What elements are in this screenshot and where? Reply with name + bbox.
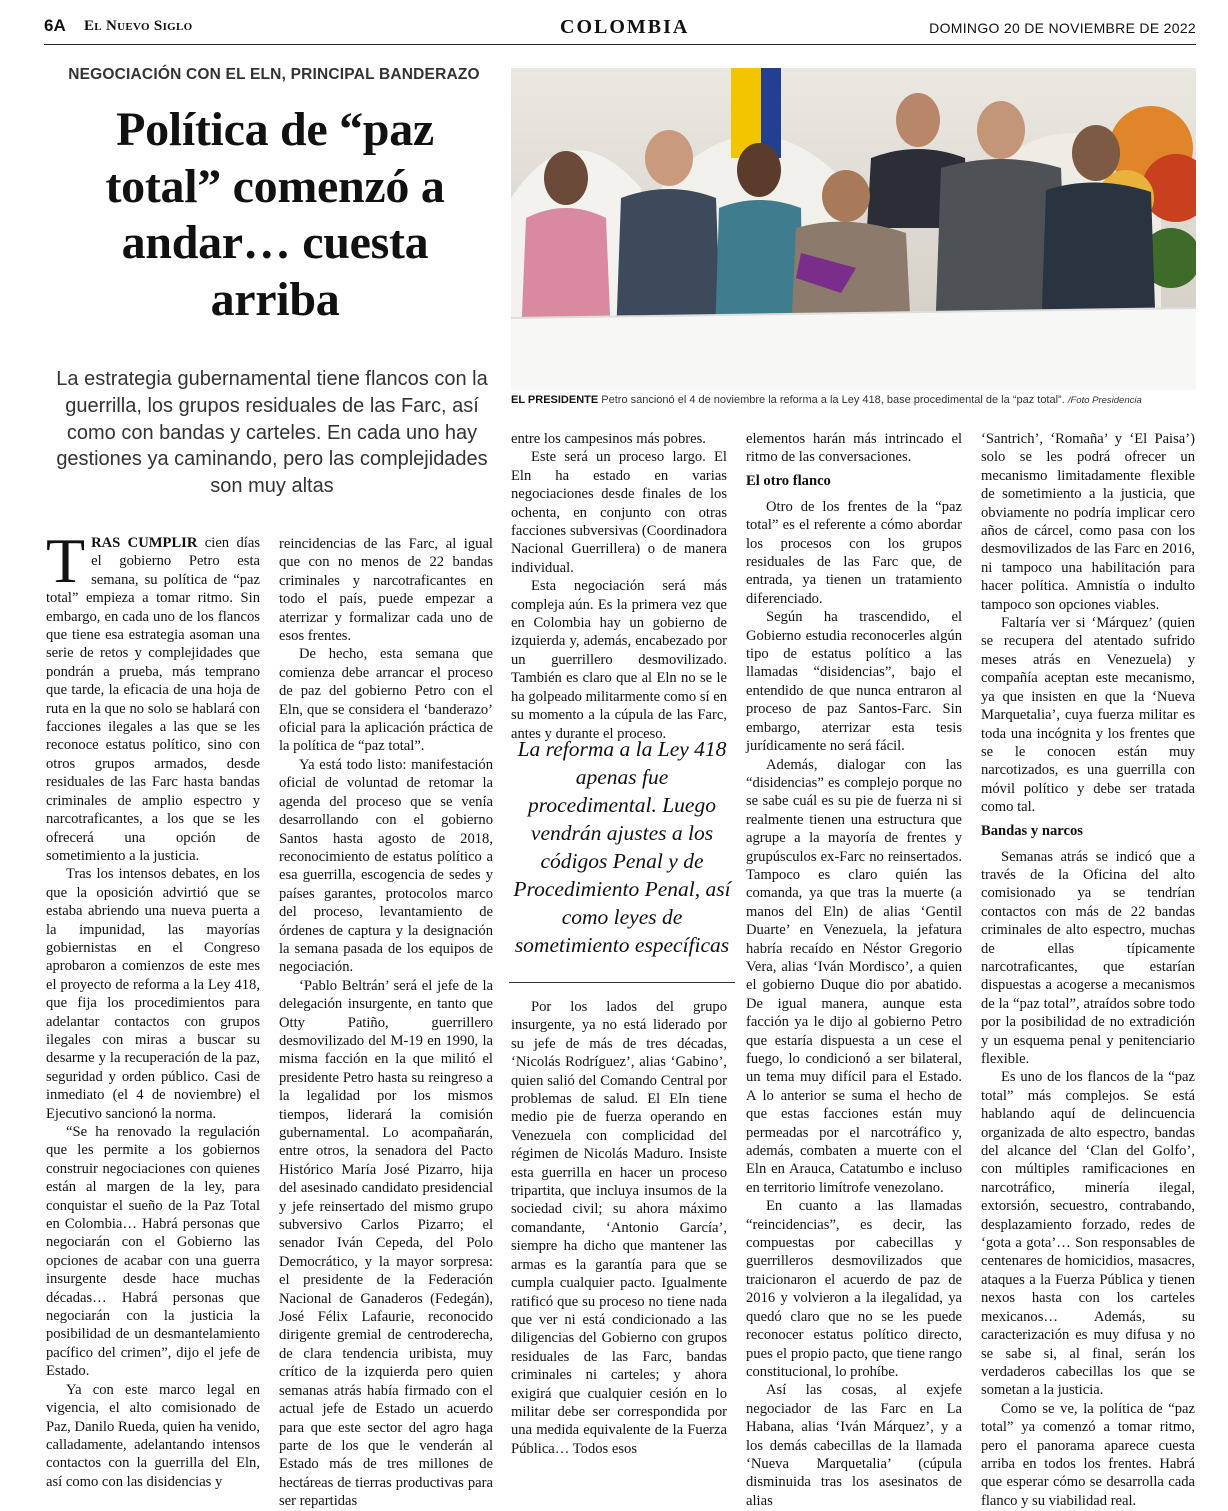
page-header	[0, 0, 1228, 44]
paragraph: Semanas atrás se indicó que a través de la Oficina del alto comisionado ya se tendrían contactos con más de 22 bandas criminales de alto espectro, muchas de ellas típicamente narcotraficantes, que estarían dispuestas a acogerse a mecanismos de la “paz total”, atraídos sobre todo por la posibilidad de no extradición y un esquema penal y penitenciario flexible.	[981, 848, 1195, 1067]
paragraph: “Se ha renovado la regulación que les permite a los gobiernos construir negociaciones con quienes están al margen de la ley, para conquistar el sueño de la Paz Total en Colombia… Habrá personas que negociarán con el Gobierno las opciones de acabar con una guerra insurgente desde hace muchas décadas… Habrá personas que negociarán con la justicia la posibilidad de un desmantelamiento pacífico del crimen”, dijo el jefe de Estado.	[46, 1124, 260, 1380]
paragraph: Este será un proceso largo. El Eln ha estado en varias negociaciones desde finales de los ochenta, en conjunto con otras facciones subversivas (Coordinadora Nacional Guerrillera) o de manera individual.	[511, 449, 727, 576]
paragraph: ‘Santrich’, ‘Romaña’ y ‘El Paisa’) solo se les podrá ofrecer un mecanismo limitadamente flexible de sometimiento a la justicia, que obviamente no podría implicar cero años de cárcel, como pasa con los desmovilizados de las Farc en 2016, ni tampoco una habilitación para hacer política. Amnistía o indulto tampoco son opciones viables.	[981, 431, 1195, 613]
kicker: NEGOCIACIÓN CON EL ELN, PRINCIPAL BANDERAZO	[68, 66, 480, 83]
paragraph: Por los lados del grupo insurgente, ya no está liderado por su jefe de más de tres décadas, ‘Nicolás Rodríguez’, alias ‘Gabino’, quien salió del Comando Central por problemas de salud. El Eln tiene medio pie de fuerza operando en Venezuela con complicidad del régimen de Nicolás Maduro. Insiste esta guerrilla en hacer un proceso tripartita, que incluya insumos de la sociedad civil; su ahora máximo comandante, ‘Antonio García’, siempre ha dicho que mantener las armas es la garantía para que se cumpla cualquier pacto. Igualmente ratificó que su proceso no tiene nada que ver ni está condicionado a las diligencias del Gobierno con grupos residuales de las Farc, bandas criminales ni carteles; y ahora exigirá que cualquier cesión en lo militar debe ser correspondida por una medida equivalente de la Fuerza Pública… Todos esos	[511, 999, 727, 1457]
paragraph: En cuanto a las llamadas “reincidencias”, es decir, las compuestas por cabecillas y guerrilleros desmovilizados que traicionaron el acuerdo de paz de 2016 y volvieron a la ilegalidad, ya quedó claro que no se les puede reconocer estatus político directo, pues el propio pacto, que tiene rango constitucional, lo prohíbe.	[746, 1198, 962, 1380]
paragraph	[46, 525, 260, 865]
header-rule	[44, 44, 1196, 45]
subhead: Bandas y narcos	[981, 822, 1083, 839]
caption-text: Petro sancionó el 4 de noviembre la reforma a la Ley 418, base procedimental de la “paz total”.	[601, 394, 1065, 406]
paragraph: Faltaría ver si ‘Márquez’ (quien se recupera del atentado sufrido meses atrás en Venezuela) y compañía aceptan este mecanismo, ya que insisten en que la ‘Nueva Marquetalia’, cuya fuerza militar es toda una incógnita y los frentes que se le conocen están muy narcotizados, es una guerrilla con móvil político y debe ser tratada como tal.	[981, 615, 1195, 816]
pull-quote: La reforma a la Ley 418 apenas fue procedimental. Luego vendrán ajustes a los códigos Penal y de Procedimiento Penal, así como leyes de sometimiento específicas	[513, 737, 731, 957]
section-title: COLOMBIA	[560, 16, 690, 38]
headline: Política de “paz total” comenzó a andar… cuesta arriba	[105, 103, 445, 326]
lead-in: RAS CUMPLIR	[91, 535, 198, 551]
subhead: El otro flanco	[746, 472, 831, 489]
article-photo	[511, 68, 1196, 390]
paragraph: De hecho, esta semana que comienza debe arrancar el proceso de paz del gobierno Petro con el Eln, que se considera el ‘banderazo’ oficial para la aplicación práctica de la política de “paz total”.	[279, 646, 493, 755]
paragraph: reincidencias de las Farc, al igual que con no menos de 22 bandas criminales y narcotraficantes en todo el país, puede empezar a aterrizar y formalizar cada uno de esos frentes.	[279, 536, 493, 645]
caption-lead: EL PRESIDENTE	[511, 394, 599, 406]
paragraph: elementos harán más intrincado el ritmo de las conversaciones.	[746, 431, 962, 466]
paragraph: Otro de los frentes de la “paz total” es el referente a cómo abordar los procesos con los grupos residuales de las Farc que, de entrada, ya tienen un tratamiento diferenciado.	[746, 498, 962, 607]
paragraph: ‘Pablo Beltrán’ será el jefe de la delegación insurgente, en tanto que Otty Patiño, guerrillero desmovilizado del M-19 en 1990, la misma facción en la que militó el presidente Petro hasta su reingreso a la legalidad por los mismos tiempos, liderará la comisión gubernamental. Lo acompañarán, entre otros, la senadora del Pacto Histórico María José Pizarro, hija del asesinado candidato presidencial y jefe reinsertado del mismo grupo subversivo Carlos Pizarro; el senador Iván Cepeda, del Polo Democrático, y la mayor sorpresa: el presidente de la Federación Nacional de Ganaderos (Fedegán), José Félix Lafaurie, reconocido dirigente gremial de centroderecha, de clara tendencia uribista, muy crítico de la izquierda pero quien semanas atrás había firmado con el actual jefe de Estado un acuerdo para que este sector del agro haga parte de los que le venderán al Estado más de tres millones de hectáreas de tierras productivas para ser repartidas	[279, 977, 493, 1510]
paragraph: Ya con este marco legal en vigencia, el alto comisionado de Paz, Danilo Rueda, quien ha venido, calladamente, adelantando intensos contactos con la guerrilla del Eln, así como con las disidencias y	[46, 1381, 260, 1490]
paragraph: Ya está todo listo: manifestación oficial de voluntad de retomar la agenda del proceso que se venía desarrollando con el gobierno Santos hasta agosto de 2018, reconocimiento de estatus político a esa guerrilla, escogencia de sedes y países garantes, protocolos marco del proceso, levantamiento de órdenes de captura y la designación la semana pasada de los equipos de negociación.	[279, 756, 493, 976]
paragraph: Además, dialogar con las “disidencias” es complejo porque no se sabe cuál es su pie de fuerza ni si realmente tienen una estructura que agrupe a la mayoría de frentes y grupúsculos ex-Farc no reinsertados. Tampoco es claro quién las comanda, ya que tras la muerte (a manos del Eln) de alias ‘Gentil Duarte’ en Venezuela, la jefatura habría recaído en Néstor Gregorio Vera, alias ‘Iván Mordisco’, a quien el gobierno Duque dio por abatido. De igual manera, aunque esta facción ya le dijo al gobierno Petro que estaría dispuesta a un cese el fuego, lo condicionó a ser bilateral, un tema muy difícil para el Estado. A lo anterior se suma el hecho de que estas facciones están muy permeadas por el narcotráfico y, además, combaten a muerte con el Eln en Arauca, Catatumbo e incluso en territorio limítrofe venezolano.	[746, 756, 962, 1196]
column-3-bottom	[511, 998, 727, 1458]
paragraph-text: cien días el gobierno Petro esta semana, su política de “paz total” empieza a tomar ritmo. Sin embargo, en cada uno de los flancos que tiene esa estrategia asoman una serie de retos y complejidades que pondrán a prueba, más temprano que tarde, la eficacia de una hoja de ruta en la que no solo se hablará con facciones ilegales a las que se les reconoce estatus político, sino con otros grupos armados, desde residuales de las Farc hasta bandas criminales de amplio espectro y narcotraficantes, a los que se les ofrecerá una opción de sometimiento a la justicia.	[46, 535, 260, 864]
photo-illustration	[511, 68, 1196, 390]
column-5	[981, 430, 1195, 1510]
column-2	[279, 535, 493, 1511]
paragraph: Según ha trascendido, el Gobierno estudia reconocerles algún tipo de estatus político a las llamadas “disidencias”, bajo el entendido de que nunca entraron al proceso de paz Santos-Farc. Sin embargo, aterrizar esta tesis jurídicamente no será fácil.	[746, 609, 962, 755]
paragraph: Tras los intensos debates, en los que la oposición advirtió que se estaba abriendo una nueva puerta a la impunidad, las mayorías gobiernistas en el Congreso aprobaron a comienzos de este mes el proyecto de reforma a la Ley 418, que fija los procedimientos para adelantar contactos con grupos ilegales con miras a buscar su desarme y la recuperación de la paz, seguridad y orden público. Casi de inmediato (el 4 de noviembre) el Ejecutivo sancionó la norma.	[46, 866, 260, 1122]
drop-cap: T	[46, 525, 86, 596]
paragraph: Así las cosas, al exjefe negociador de las Farc en La Habana, alias ‘Iván Márquez’, y a los demás cabecillas de la llamada ‘Nueva Marquetalia’ (cúpula disminuida tras los asesinatos de alias	[746, 1382, 962, 1509]
paragraph: entre los campesinos más pobres.	[511, 431, 706, 447]
issue-date: DOMINGO 20 DE NOVIEMBRE DE 2022	[929, 20, 1196, 36]
paragraph: Esta negociación será más compleja aún. Es la primera vez que en Colombia hay un gobierno de izquierda y, además, encabezado por un guerrillero desmovilizado. También es claro que al Eln no se le ha golpeado militarmente como sí en su momento a la cúpula de las Farc, antes y durante el proceso.	[511, 578, 728, 742]
masthead: El Nuevo Siglo	[84, 18, 193, 34]
dek: La estrategia gubernamental tiene flancos con la guerrilla, los grupos residuales de las Farc, así como con bandas y carteles. En cada uno hay gestiones ya caminando, pero las complejidades son muy altas	[56, 368, 488, 498]
photo-credit: /Foto Presidencia	[1067, 395, 1142, 406]
column-1	[46, 525, 260, 1491]
paragraph: Como se ve, la política de “paz total” ya comenzó a tomar ritmo, pero el panorama aparece cuesta arriba en todos los frentes. Habrá que esperar cómo se desarrolla cada flanco y su viabilidad real.	[981, 1400, 1195, 1509]
column-4	[746, 430, 962, 1510]
pull-quote-rule	[509, 982, 735, 983]
photo-caption	[511, 394, 1201, 406]
page-number: 6A	[44, 16, 66, 35]
paragraph: Es uno de los flancos de la “paz total” más complejos. Se está hablando aquí de delincuencia organizada de alto espectro, bandas del alcance del ‘Clan del Golfo’, con múltiples ramificaciones en narcotráfico, minería ilegal, extorsión, secuestro, contrabando, desplazamiento forzado, redes de ‘gota a gota’… Son responsables de centenares de homicidios, masacres, ataques a la Fuerza Pública y tienen nexos hasta con los carteles mexicanos… Además, su caracterización es muy difusa y no se sabe si, al final, serán los verdaderos cabecillas los que se sometan a la justicia.	[981, 1069, 1195, 1399]
column-3-top	[511, 430, 727, 743]
